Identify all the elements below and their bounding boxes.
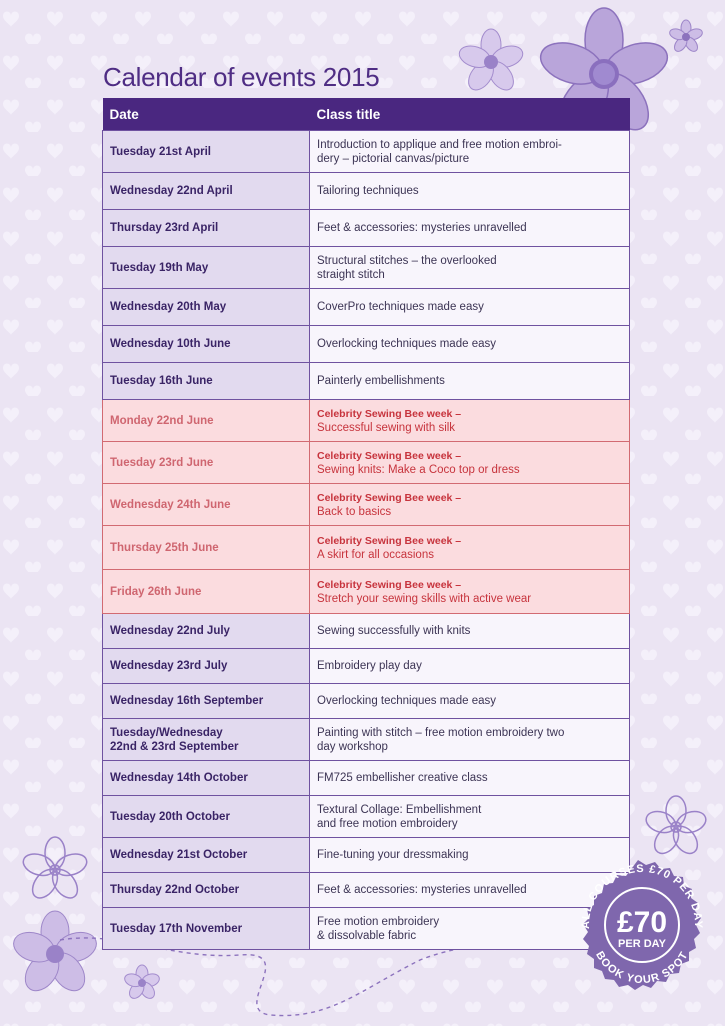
events-table	[102, 98, 630, 950]
table-row	[103, 614, 630, 649]
event-date: Monday 22nd June	[103, 400, 310, 442]
celebrity-label: Celebrity Sewing Bee week –	[317, 491, 462, 504]
event-date: Friday 26th June	[103, 570, 310, 614]
event-date: Wednesday 23rd July	[103, 649, 310, 684]
table-row	[103, 838, 630, 873]
event-date: Wednesday 10th June	[103, 326, 310, 363]
event-class-title	[310, 484, 630, 526]
table-row	[103, 400, 630, 442]
event-date: Tuesday 21st April	[103, 131, 310, 173]
celebrity-label: Celebrity Sewing Bee week –	[317, 407, 462, 420]
event-class-title: Sewing successfully with knits	[310, 614, 630, 649]
price-badge	[565, 852, 711, 998]
date-column-header: Date	[103, 98, 310, 131]
event-date: Tuesday 23rd June	[103, 442, 310, 484]
event-subtitle: Sewing knits: Make a Coco top or dress	[317, 463, 520, 476]
event-date: Tuesday 20th October	[103, 796, 310, 838]
table-row	[103, 761, 630, 796]
event-class-title: FM725 embellisher creative class	[310, 761, 630, 796]
table-row	[103, 247, 630, 289]
badge-price: £70	[616, 906, 668, 939]
event-date: Thursday 25th June	[103, 526, 310, 570]
table-row	[103, 173, 630, 210]
badge-ring-bottom: BOOK YOUR SPOT	[593, 949, 691, 987]
badge-ring-top: ALL COURSES £70 PER DAY	[579, 862, 705, 930]
event-date: Wednesday 20th May	[103, 289, 310, 326]
event-class-title: Feet & accessories: mysteries unravelled	[310, 873, 630, 908]
event-date: Wednesday 24th June	[103, 484, 310, 526]
table-row	[103, 363, 630, 400]
event-class-title: Painting with stitch – free motion embroidery two day workshop	[310, 719, 630, 761]
table-row	[103, 131, 630, 173]
table-row	[103, 526, 630, 570]
event-class-title: Overlocking techniques made easy	[310, 326, 630, 363]
badge-per-day: PER DAY	[618, 938, 666, 950]
event-class-title: Tailoring techniques	[310, 173, 630, 210]
event-date: Wednesday 14th October	[103, 761, 310, 796]
table-row	[103, 326, 630, 363]
table-row	[103, 873, 630, 908]
event-class-title: Textural Collage: Embellishment and free motion embroidery	[310, 796, 630, 838]
event-date: Wednesday 16th September	[103, 684, 310, 719]
event-date: Wednesday 22nd July	[103, 614, 310, 649]
event-subtitle: A skirt for all occasions	[317, 548, 434, 561]
event-class-title	[310, 400, 630, 442]
event-class-title: Painterly embellishments	[310, 363, 630, 400]
event-subtitle: Back to basics	[317, 505, 392, 518]
event-date: Thursday 22nd October	[103, 873, 310, 908]
table-row	[103, 570, 630, 614]
page-title: Calendar of events 2015	[103, 62, 380, 92]
event-date: Tuesday 16th June	[103, 363, 310, 400]
event-date: Wednesday 21st October	[103, 838, 310, 873]
table-row	[103, 796, 630, 838]
table-row	[103, 442, 630, 484]
table-row	[103, 684, 630, 719]
table-header	[103, 98, 630, 131]
event-class-title	[310, 526, 630, 570]
event-class-title: Introduction to applique and free motion embroi- dery – pictorial canvas/picture	[310, 131, 630, 173]
class-column-header: Class title	[310, 98, 630, 131]
event-class-title: Fine-tuning your dressmaking	[310, 838, 630, 873]
event-class-title	[310, 570, 630, 614]
table-row	[103, 719, 630, 761]
celebrity-label: Celebrity Sewing Bee week –	[317, 449, 462, 462]
table-row	[103, 210, 630, 247]
table-row	[103, 484, 630, 526]
event-date: Thursday 23rd April	[103, 210, 310, 247]
event-class-title: Free motion embroidery & dissolvable fabric	[310, 908, 630, 950]
event-subtitle: Successful sewing with silk	[317, 421, 456, 434]
table-row	[103, 908, 630, 950]
celebrity-label: Celebrity Sewing Bee week –	[317, 578, 462, 591]
event-class-title	[310, 442, 630, 484]
celebrity-label: Celebrity Sewing Bee week –	[317, 534, 462, 547]
event-class-title: Embroidery play day	[310, 649, 630, 684]
table-row	[103, 289, 630, 326]
event-subtitle: Stretch your sewing skills with active wear	[317, 592, 532, 605]
event-class-title: Feet & accessories: mysteries unravelled	[310, 210, 630, 247]
event-date: Tuesday 17th November	[103, 908, 310, 950]
event-class-title: Overlocking techniques made easy	[310, 684, 630, 719]
event-date: Tuesday/Wednesday 22nd & 23rd September	[103, 719, 310, 761]
event-date: Tuesday 19th May	[103, 247, 310, 289]
event-class-title: Structural stitches – the overlooked straight stitch	[310, 247, 630, 289]
table-row	[103, 649, 630, 684]
event-class-title: CoverPro techniques made easy	[310, 289, 630, 326]
event-date: Wednesday 22nd April	[103, 173, 310, 210]
